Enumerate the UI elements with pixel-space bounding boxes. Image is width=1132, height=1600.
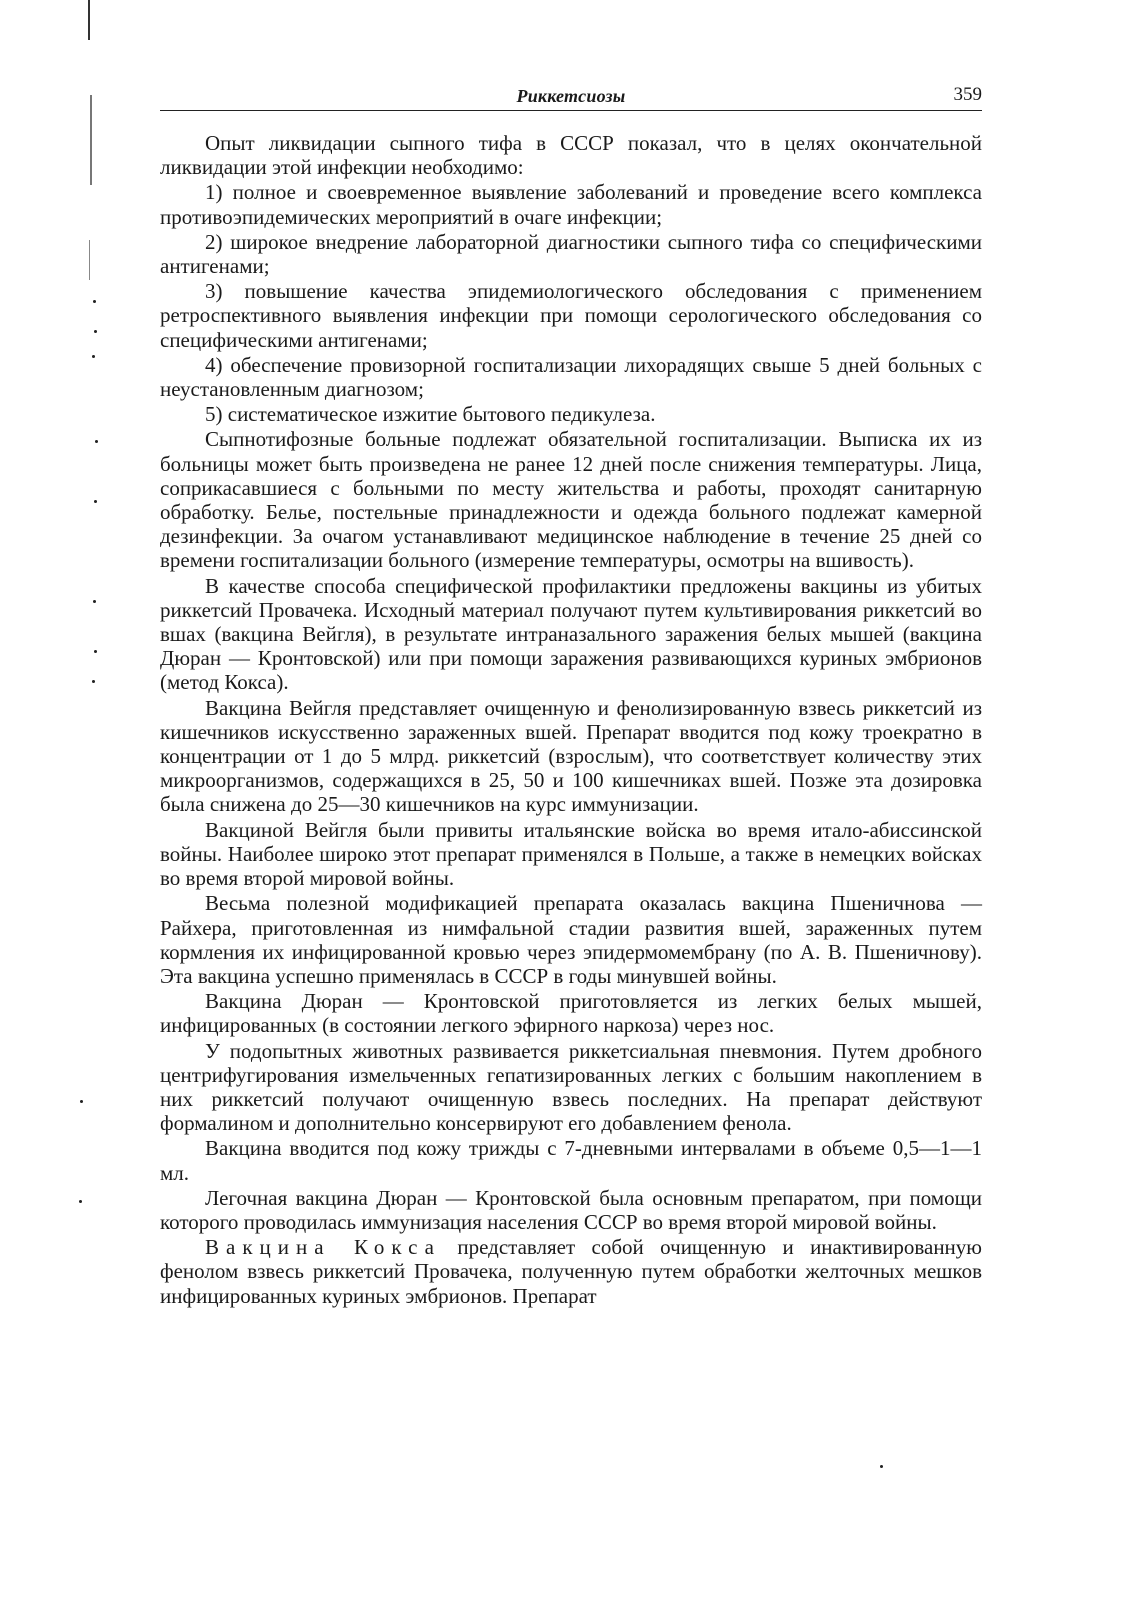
paragraph-last — [160, 1235, 982, 1308]
paragraph: Вакцина Дюран — Кронтовской приготовляется из легких белых мышей, инфицированных (в состоянии легкого эфирного наркоза) через нос. — [160, 989, 982, 1038]
scan-speck — [94, 650, 97, 653]
paragraph: Вакцина Вейгля представляет очищенную и фенолизированную взвесь риккетсий из кишечников искусственно зараженных вшей. Препарат вводится под кожу троекратно в концентрации от 1 до 5 млрд. риккетсий (взрослым), что соответствует количеству этих микроорганизмов, содержащихся в 25, 50 и 100 кишечниках вшей. Позже эта дозировка была снижена до 25—30 кишечников на курс иммунизации. — [160, 695, 982, 817]
list-item: 1) полное и своевременное выявление заболеваний и проведение всего комплекса противоэпидемических мероприятий в очаге инфекции; — [160, 180, 982, 229]
paragraph: Сыпнотифозные больные подлежат обязательной госпитализации. Выписка их из больницы может быть произведена не ранее 12 дней после снижения температуры. Лица, соприкасавшиеся с больными по месту жительства и работы, проходят санитарную обработку. Белье, постельные принадлежности и одежда больного подлежат камерной дезинфекции. За очагом устанавливают медицинское наблюдение в течение 25 дней со времени госпитализации больного (измерение температуры, осмотры на вшивость). — [160, 427, 982, 573]
scan-speck — [95, 440, 98, 443]
scan-speck — [94, 330, 97, 333]
scan-speck — [880, 1465, 883, 1468]
scan-edge-mark — [88, 0, 90, 40]
scan-edge-mark — [89, 240, 90, 280]
page-number: 359 — [953, 84, 982, 105]
spaced-emphasis: Вакцина Кокса — [205, 1235, 441, 1260]
running-title: Риккетсиозы — [516, 86, 626, 106]
body-text — [160, 131, 982, 1309]
scan-speck — [92, 355, 95, 358]
list-item: 2) широкое внедрение лабораторной диагностики сыпного тифа со специфическими антигенами; — [160, 229, 982, 279]
scan-speck — [93, 300, 96, 303]
paragraph: В качестве способа специфической профилактики предложены вакцины из убитых риккетсий Провачека. Исходный материал получают путем культивирования риккетсий во вшах (вакцина Вейгля), в результате интраназального заражения белых мышей (вакцина Дюран — Кронтовской) или при помощи заражения развивающихся куриных эмбрионов (метод Кокса). — [160, 573, 982, 695]
scan-speck — [94, 500, 97, 503]
list-item: 3) повышение качества эпидемиологического обследования с применением ретроспективного выявления инфекции при помощи серологического обследования со специфическими антигенами; — [160, 279, 982, 352]
scan-speck — [79, 1200, 82, 1203]
scan-speck — [92, 680, 95, 683]
paragraph: Вакциной Вейгля были привиты итальянские войска во время итало-абиссинской войны. Наиболее широко этот препарат применялся в Польше, а также в немецких войсках во время второй мировой войны. — [160, 817, 982, 891]
running-header — [160, 80, 982, 111]
list-item: 5) систематическое изжитие бытового педикулеза. — [205, 402, 656, 427]
paragraph: Опыт ликвидации сыпного тифа в СССР показал, что в целях окончательной ликвидации этой инфекции необходимо: — [160, 131, 982, 180]
paragraph: У подопытных животных развивается риккетсиальная пневмония. Путем дробного центрифугирования измельченных гепатизированных легких с большим накоплением в них риккетсий получают очищенную взвесь последних. На препарат действуют формалином и дополнительно консервируют его добавлением фенола. — [160, 1038, 982, 1136]
paragraph-continuation: представляет собой очищенную и инактивированную фенолом взвесь риккетсий Провачека, полученную путем обработки желточных мешков инфицированных куриных эмбрионов. Препарат — [160, 1235, 982, 1308]
scan-speck — [80, 1100, 83, 1103]
scan-edge-mark — [90, 95, 92, 185]
paragraph: Вакцина вводится под кожу трижды с 7-дневными интервалами в объеме 0,5—1—1 мл. — [160, 1136, 982, 1185]
paragraph: Легочная вакцина Дюран — Кронтовской была основным препаратом, при помощи которого проводилась иммунизация населения СССР во время второй мировой войны. — [160, 1185, 982, 1234]
scan-speck — [93, 600, 96, 603]
list-item: 4) обеспечение провизорной госпитализации лихорадящих свыше 5 дней больных с неустановленным диагнозом; — [160, 352, 982, 402]
paragraph: Весьма полезной модификацией препарата оказалась вакцина Пшеничнова — Райхера, приготовленная из нимфальной стадии развития вшей, зараженных путем кормления их инфицированной кровью через эпидермомембрану (по А. В. Пшеничнову). Эта вакцина успешно применялась в СССР в годы минувшей войны. — [160, 891, 982, 988]
